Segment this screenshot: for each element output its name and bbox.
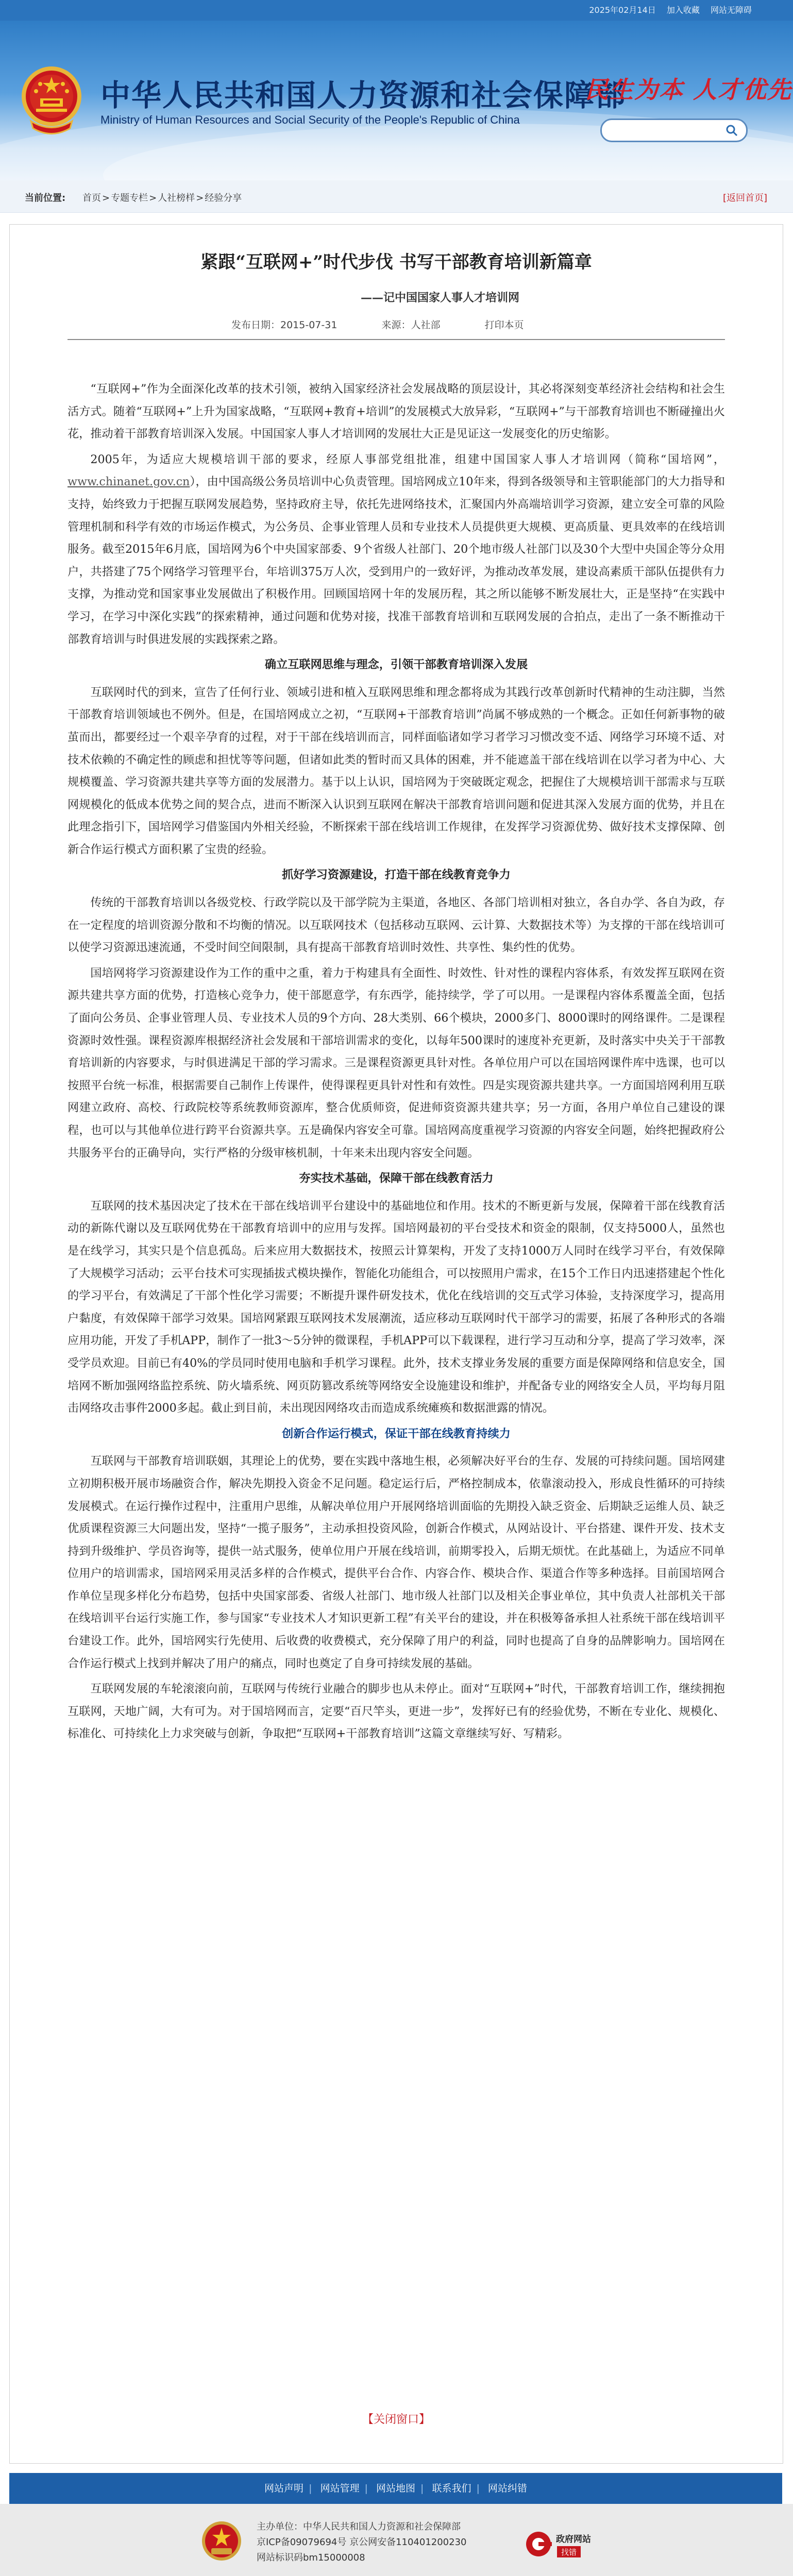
section-heading: 抓好学习资源建设，打造干部在线教育竞争力 <box>282 868 511 882</box>
breadcrumb <box>0 180 793 213</box>
breadcrumb-home[interactable]: 首页 <box>82 193 101 204</box>
top-bar-links <box>581 0 752 21</box>
footer-info <box>257 2519 467 2566</box>
footer-separator: | <box>420 2483 424 2494</box>
top-bar <box>0 0 793 21</box>
paragraph-text: ），由中国高级公务员培训中心负责管理。国培网成立10年来，得到各级领导和主管职能部门的大力指导和支持，始终致力于把握互联网发展趋势，坚持政府主导，依托先进网络技术，汇聚国内外高端培训学习资源，建立安全可靠的风险管理机制和科学有效的市场运作模式，为公务员、企事业管理人员和专业技术人员提供更大规模、更高质量、更具效率的在线培训服务。截至2015年6月底，国培网为6个中央国家部委、9个省级人社部门、20个地市级人社部门以及30个大型中央国企等分众用户，共搭建了75个网络学习管理平台，年培训375万人次，受到用户的一致好评，为推动改革发展，建设高素质干部队伍提供有力支撑，为推动党和国家事业发展做出了积极作用。回顾国培网十年的发展历程，其之所以能够不断发展壮大，正是坚持“在实践中学习，在学习中深化实践”的探索精神，通过问题和优势对接，找准干部教育培训和互联网发展的合拍点，走出了一条不断推动干部教育培训与时俱进发展的实践探索之路。 <box>68 475 725 646</box>
gov-badge-line1: 政府网站 <box>556 2534 591 2545</box>
breadcrumb-experience[interactable]: 经验分享 <box>205 193 242 204</box>
gov-badge-line2: 找错 <box>561 2548 577 2557</box>
breadcrumb-topics[interactable]: 专题专栏 <box>111 193 148 204</box>
footer-separator: | <box>476 2483 480 2494</box>
paragraph: 互联网与干部教育培训联姻，其理论上的优势，要在实践中落地生根，必须解决好平台的生存、发展的可持续问题。国培网建立初期积极开展市场融资合作，解决先期投入资金不足问题。稳定运行后，严格控制成本，依靠滚动投入，形成良性循环的可持续发展模式。在运行操作过程中，注重用户思维，从解决单位用户开展网络培训面临的先期投入缺乏资金、后期缺乏运维人员、缺乏优质课程资源三大问题出发，坚持“一揽子服务”，主动承担投资风险，创新合作模式，从网站设计、平台搭建、课件开发、技术支持到升级维护、学员咨询等，提供一站式服务，使单位用户开展在线培训，前期零投入，后期无烦忧。在此基础上，为适应不同单位用户的培训需求，国培网采用灵活多样的合作模式，提供平台合作、内容合作、模块合作、渠道合作等多种选择。目前国培网合作单位呈现多样化分布趋势，包括中央国家部委、省级人社部门、地市级人社部门以及相关企事业单位，其中负责人社部机关干部在线培训平台运行实施工作，参与国家“专业技术人才知识更新工程”有关平台的建设，并在积极筹备承担人社系统干部在线培训平台建设工作。此外，国培网实行先使用、后收费的收费模式，充分保障了用户的利益，同时也提高了自身的品牌影响力。国培网在合作运行模式上找到并解决了用户的痛点，同时也奠定了自身可持续发展的基础。 <box>68 1454 725 1670</box>
title-divider <box>68 339 725 340</box>
footer-separator: | <box>364 2483 368 2494</box>
footer-link-contact[interactable]: 联系我们 <box>432 2483 471 2494</box>
paragraph: 传统的干部教育培训以各级党校、行政学院以及干部学院为主渠道，各地区、各部门培训相对独立，各自办学、各自为政，存在一定程度的培训资源分散和不均衡的情况。以互联网技术（包括移动互联网、云计算、大数据技术等）为支撑的干部在线培训可以使学习资源迅速流通，不受时间空间限制，具有提高干部教育培训时效性、共享性、集约性的优势。 <box>68 896 725 955</box>
footer-link-error-report[interactable]: 网站纠错 <box>487 2483 527 2494</box>
breadcrumb-label: 当前位置: <box>25 193 66 204</box>
article-body <box>68 378 725 1749</box>
publish-date: 发布日期：2015-07-31 <box>231 319 338 331</box>
article-source: 来源：人社部 <box>381 319 441 331</box>
breadcrumb-separator: > <box>149 193 157 204</box>
article-container <box>9 224 783 2464</box>
section-heading: 夯实技术基础，保障干部在线教育活力 <box>299 1172 494 1185</box>
site-title-english: Ministry of Human Resources and Social Security of the People's Republic of China <box>100 113 520 126</box>
paragraph <box>68 449 725 651</box>
print-button[interactable]: 打印本页 <box>484 319 524 331</box>
current-date: 2025年02月14日 <box>589 5 656 15</box>
back-home-link[interactable]: [返回首页] <box>722 193 767 204</box>
breadcrumb-separator: > <box>196 193 204 204</box>
icp-text[interactable]: 京ICP备09079694号 京公网安备110401200230 <box>257 2537 467 2548</box>
accessibility-link[interactable]: 网站无障碍 <box>710 5 752 15</box>
sponsor-text: 主办单位：中华人民共和国人力资源和社会保障部 <box>257 2521 461 2532</box>
search-input[interactable] <box>600 118 748 142</box>
paragraph: 互联网的技术基因决定了技术在干部在线培训平台建设中的基础地位和作用。技术的不断更新与发展，保障着干部在线教育活动的新陈代谢以及互联网优势在干部教育培训中的应用与发挥。国培网最初的平台受技术和资金的限制，仅支持5000人，虽然也是在线学习，其实只是个信息孤岛。后来应用大数据技术，按照云计算架构，开发了支持1000万人同时在线学习平台，有效保障了大规模学习活动；云平台技术可实现插拔式模块操作，智能化功能组合，可以按照用户需求，在15个工作日内迅速搭建起个性化的学习平台，有效满足了干部个性化学习需要；不断提升课件研发技术，优化在线培训的交互式学习体验，支持深度学习，提高用户黏度，有效保障干部学习效果。国培网紧跟互联网技术发展潮流，适应移动互联网时代干部学习的需要，拓展了各种形式的各端应用功能，开发了手机APP，制作了一批3～5分钟的微课程，手机APP可以下载课程，进行学习互动和分享，提高了学习效率，深受学员欢迎。目前已有40%的学员同时使用电脑和手机学习课程。此外，技术支撑业务发展的重要方面是保障网络和信息安全，国培网不断加强网络监控系统、防火墙系统、网页防篡改系统等网络安全设施建设和维护，并配备专业的网络安全人员，平均每月阻击网络攻击事件2000多起。截止到目前，未出现因网络攻击而造成系统瘫痪和数据泄露的情况。 <box>68 1199 725 1415</box>
national-emblem-icon[interactable] <box>21 64 82 137</box>
footer-link-management[interactable]: 网站管理 <box>320 2483 360 2494</box>
paragraph: “互联网+”作为全面深化改革的技术引领，被纳入国家经济社会发展战略的顶层设计，其必将深刻变革经济社会结构和社会生活方式。随着“互联网+”上升为国家战略，“互联网+教育+培训”的发展模式大放异彩，“互联网+”与干部教育培训也不断碰撞出火花，推动着干部教育培训深入发展。中国国家人事人才培训网的发展壮大正是见证这一发展变化的历史缩影。 <box>68 382 725 441</box>
site-header <box>0 21 793 180</box>
article-meta <box>231 317 565 331</box>
breadcrumb-path <box>82 191 242 204</box>
site-url-link[interactable]: www.chinanet.gov.cn <box>68 475 190 489</box>
paragraph: 国培网将学习资源建设作为工作的重中之重，着力于构建具有全面性、时效性、针对性的课程内容体系，有效发挥互联网在资源共建共享方面的优势，打造核心竞争力，使干部愿意学，有东西学，能持续学，学了可以用。一是课程内容体系覆盖全面，包括了面向公务员、企事业管理人员、专业技术人员的9个方向、28大类别、66个模块，2000多门、8000课时的网络课件。二是课程资源时效性强。课程资源库根据经济社会发展和干部培训需求的变化，以每年500课时的速度补充更新，及时落实中央关于干部教育培训新的内容要求，与时俱进满足干部的学习需求。三是课程资源更具针对性。各单位用户可以在国培网课件库中选课，也可以按照平台统一标准，根据需要自己制作上传课件，使得课程更具针对性和有效性。四是实现资源共建共享。一方面国培网利用互联网建立政府、高校、行政院校等系统教师资源库，整合优质师资，促进师资资源共建共享；另一方面，各用户单位自己建设的课程，也可以与其他单位进行跨平台资源共享。五是确保内容安全可靠。国培网高度重视学习资源的内容安全问题，始终把握政府公共服务平台的正确导向，实行严格的分级审核机制，十年来未出现内容安全问题。 <box>68 966 725 1160</box>
footer-links <box>9 2473 782 2504</box>
footer-separator: | <box>309 2483 312 2494</box>
footer-link-sitemap[interactable]: 网站地图 <box>376 2483 415 2494</box>
paragraph: 互联网发展的车轮滚滚向前，互联网与传统行业融合的脚步也从未停止。面对“互联网+”时代，干部教育培训工作，继续拥抱互联网，天地广阔，大有可为。对于国培网而言，定要“百尺竿头，更进一步”，发挥好已有的经验优势，不断在专业化、规模化、标准化、可持续化上力求突破与创新，争取把“互联网+干部教育培训”这篇文章继续写好、写精彩。 <box>68 1682 725 1741</box>
slogan: 民生为本 人才优先 <box>585 76 792 104</box>
footer-link-statement[interactable]: 网站声明 <box>264 2483 304 2494</box>
party-organ-badge-icon[interactable] <box>201 2520 242 2562</box>
site-code-text: 网站标识码bm15000008 <box>257 2552 365 2563</box>
add-favorite-link[interactable]: 加入收藏 <box>666 5 700 15</box>
search-icon[interactable] <box>725 124 738 137</box>
site-footer <box>0 2504 793 2576</box>
gov-site-error-report-icon[interactable] <box>523 2524 600 2564</box>
section-heading: 确立互联网思维与理念，引领干部教育培训深入发展 <box>264 658 528 672</box>
breadcrumb-role-models[interactable]: 人社榜样 <box>158 193 195 204</box>
paragraph: 互联网时代的到来，宣告了任何行业、领域引进和植入互联网思维和理念都将成为其践行改革创新时代精神的生动注脚，当然干部教育培训领域也不例外。但是，在国培网成立之初，“互联网+干部教育培训”尚属不够成熟的一个概念。正如任何新事物的破茧而出，都要经过一个艰辛孕育的过程，对于干部在线培训而言，同样面临诸如学习者学习习惯改变不适、网络学习环境不适、对技术依赖的不确定性的顾虑和担忧等等问题，但诸如此类的暂时而又具体的困难，并不能遮盖干部在线培训在以学习者为中心、大规模覆盖、学习资源共建共享等方面的发展潜力。基于以上认识，国培网为于突破既定观念，把握住了大规模培训干部需求与互联网规模化的低成本优势之间的契合点，进而不断深入认识到互联网在解决干部教育培训问题和促进其深入发展方面的优势，并且在此理念指引下，国培网学习借鉴国内外相关经验，不断探索干部在线培训工作规律，在发挥学习资源优势、做好技术支撑保障、创新合作运行模式方面积累了宝贵的经验。 <box>68 685 725 856</box>
article-title: 紧跟“互联网+”时代步伐 书写干部教育培训新篇章 <box>200 252 592 273</box>
close-window-link[interactable]: 【关闭窗口】 <box>362 2413 430 2426</box>
article-subtitle: ——记中国国家人事人才培训网 <box>360 291 519 304</box>
site-title[interactable]: 中华人民共和国人力资源和社会保障部 <box>100 78 627 113</box>
paragraph-text: 2005年，为适应大规模培训干部的要求，经原人事部党组批准，组建中国国家人事人才培训网（简称“国培网”， <box>90 452 725 466</box>
breadcrumb-separator: > <box>102 193 110 204</box>
section-heading: 创新合作运行模式，保证干部在线教育持续力 <box>282 1427 511 1440</box>
footer-nav <box>9 2473 782 2504</box>
